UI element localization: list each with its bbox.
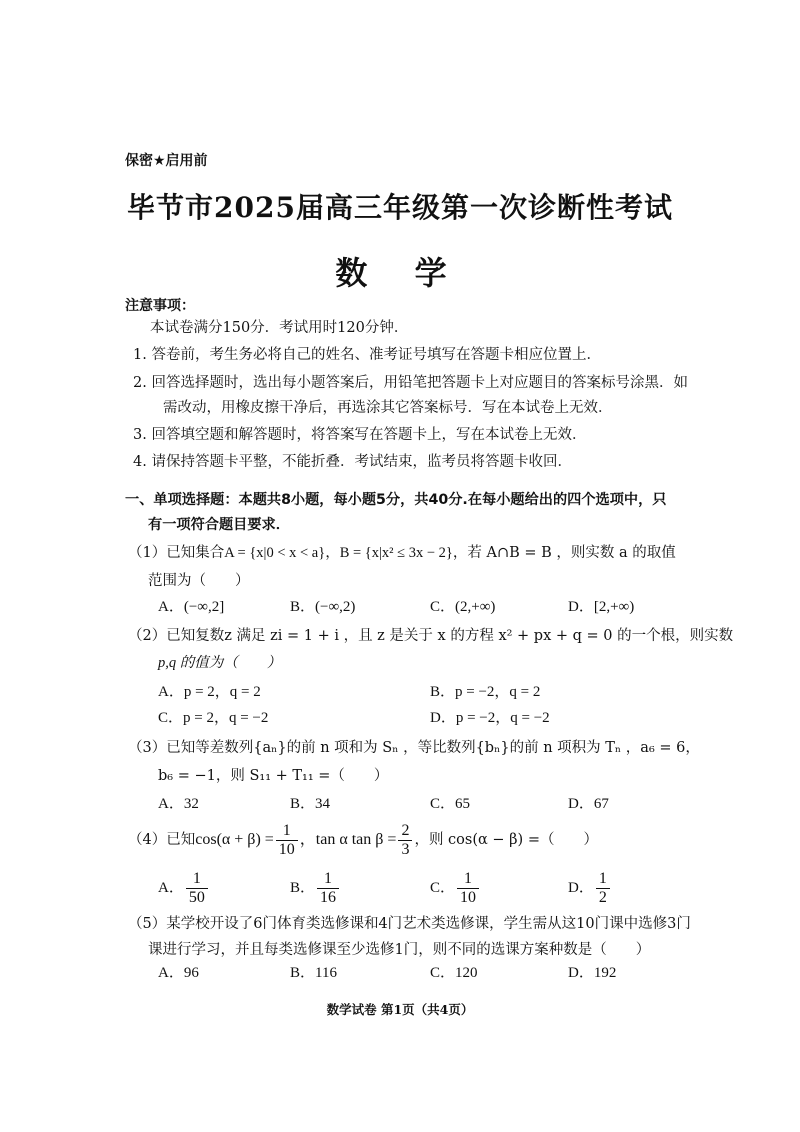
q5-option-a: A．96 xyxy=(158,965,199,981)
q2-option-a: A．p = 2，q = 2 xyxy=(158,684,261,700)
page-footer: 数学试卷 第1页（共4页） xyxy=(326,1002,474,1017)
q4-stem: （4）已知cos(α + β) = $\frac{1}{10}$ ，tan α tan β = $\frac{2}{3}$ ，则 cos(α − β) =（ ） xyxy=(128,821,598,858)
q3-option-c: C．65 xyxy=(430,796,471,812)
q2-option-d: D．p = −2，q = −2 xyxy=(430,710,550,726)
notice-intro: 本试卷满分150分．考试用时120分钟． xyxy=(150,320,409,336)
notice-item-2: 2. 回答选择题时，选出每小题答案后，用铅笔把答题卡上对应题目的答案标号涂黑．如 xyxy=(133,375,688,391)
q2-option-b: B．p = −2，q = 2 xyxy=(430,684,541,700)
q3-option-a: A．32 xyxy=(158,796,199,812)
notice-item-4: 4. 请保持答题卡平整，不能折叠．考试结束，监考员将答题卡收回． xyxy=(133,454,572,470)
subject-title: 数 学 xyxy=(335,254,465,292)
section1-line1: 一、单项选择题：本题共8小题，每小题5分，共40分.在每小题给出的四个选项中，只 xyxy=(125,492,667,508)
q4-fraction-2: $\frac{2}{3}$ xyxy=(398,822,412,859)
q1-stem: （1）已知集合A = {x|0 < x < a}，B = {x|x² ≤ 3x − 2}，若 A∩B = B ，则实数 a 的取值 xyxy=(128,545,676,561)
q3-option-b: B．34 xyxy=(290,796,331,812)
q2-stem: （2）已知复数z 满足 zi = 1 + i ，且 z 是关于 x 的方程 x² + px + q = 0 的一个根，则实数 xyxy=(128,628,734,644)
q2-stem-cont: p,q 的值为（ ） xyxy=(158,655,282,671)
section1-line2: 有一项符合题目要求． xyxy=(148,517,290,533)
q1-option-b: B．(−∞,2) xyxy=(290,599,356,615)
q5-stem: （5）某学校开设了6门体育类选修课和4门艺术类选修课，学生需从这10门课中选修3门 xyxy=(128,916,691,932)
q3-stem: （3）已知等差数列{aₙ}的前 n 项和为 Sₙ ，等比数列{bₙ}的前 n 项积为 Tₙ ，a₆ = 6， xyxy=(128,740,700,756)
q1-option-d: D．[2,+∞) xyxy=(568,599,635,615)
q4-option-b: B． $\frac{1}{16}$ xyxy=(290,866,341,910)
q4-option-d: D． $\frac{1}{2}$ xyxy=(568,866,612,910)
q5-option-c: C．120 xyxy=(430,965,478,981)
q5-stem-cont: 课进行学习，并且每类选修课至少选修1门，则不同的选课方案种数是（ ） xyxy=(148,942,651,958)
notice-heading: 注意事项： xyxy=(125,298,195,314)
q1-stem-cont: 范围为（ ） xyxy=(148,573,250,589)
q2-option-c: C．p = 2，q = −2 xyxy=(158,710,269,726)
q5-option-b: B．116 xyxy=(290,965,337,981)
q1-option-a: A．(−∞,2] xyxy=(158,599,225,615)
confidential-label: 保密★启用前 xyxy=(125,153,208,169)
notice-item-1: 1. 答卷前，考生务必将自己的姓名、准考证号填写在答题卡相应位置上． xyxy=(133,347,601,363)
q4-fraction-1: $\frac{1}{10}$ xyxy=(276,822,298,859)
q3-option-d: D．67 xyxy=(568,796,609,812)
q3-stem-cont: b₆ = −1，则 S₁₁ + T₁₁ =（ ） xyxy=(158,768,389,784)
q4-option-c: C． $\frac{1}{10}$ xyxy=(430,866,481,910)
notice-item-2-cont: 需改动，用橡皮擦干净后，再选涂其它答案标号．写在本试卷上无效． xyxy=(163,400,613,416)
q5-option-d: D．192 xyxy=(568,965,617,981)
exam-title: 毕节市2025届高三年级第一次诊断性考试 xyxy=(127,191,673,224)
q1-option-c: C．(2,+∞) xyxy=(430,599,496,615)
notice-item-3: 3. 回答填空题和解答题时，将答案写在答题卡上，写在本试卷上无效． xyxy=(133,427,587,443)
q4-option-a: A． $\frac{1}{50}$ xyxy=(158,866,210,910)
